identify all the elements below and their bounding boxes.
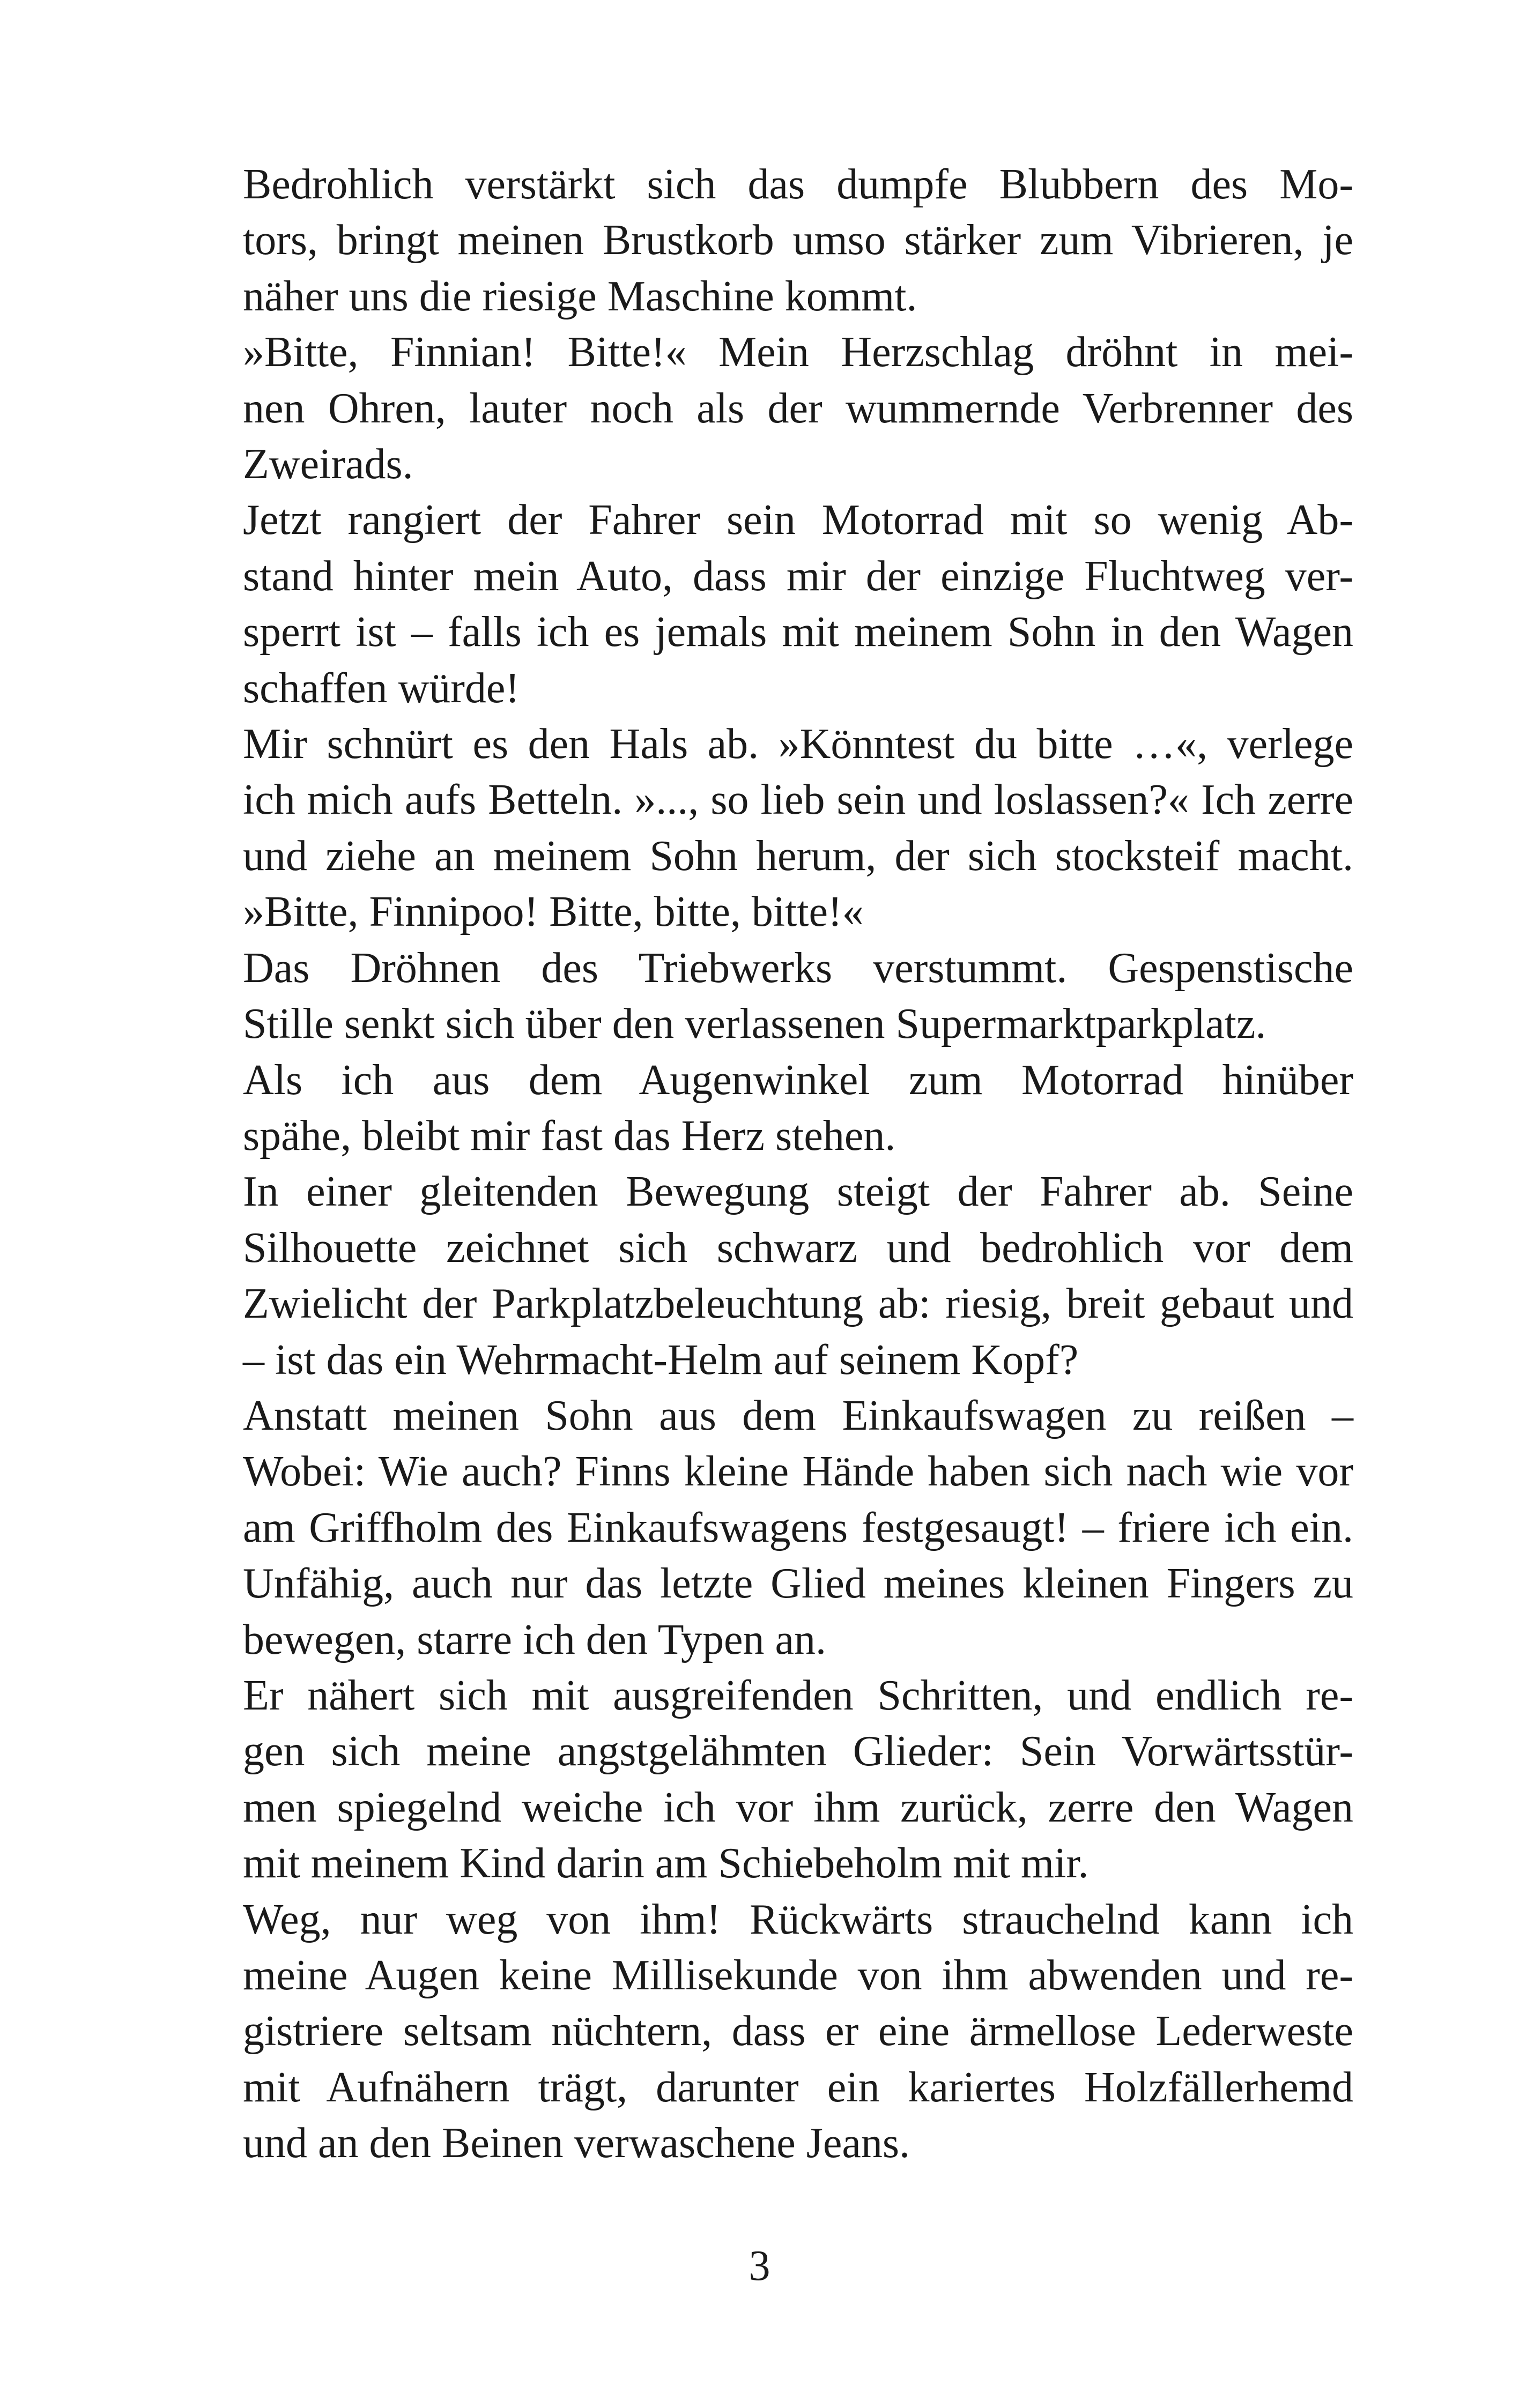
text-line: meine Augen keine Millisekunde von ihm abwenden und re- [243, 1952, 1353, 1999]
text-line: schaffen würde! [243, 664, 520, 712]
paragraph [167, 1892, 1353, 2172]
text-line: Silhouette zeichnet sich schwarz und bedrohlich vor dem [243, 1224, 1353, 1272]
paragraph [167, 157, 1353, 324]
text-line: gistriere seltsam nüchtern, dass er eine ärmellose Lederweste [243, 2008, 1353, 2055]
text-line: Zweirads. [243, 441, 413, 488]
paragraph [167, 940, 1353, 1052]
text-line: stand hinter mein Auto, dass mir der einzige Fluchtweg ver- [243, 552, 1353, 600]
text-line: Bedrohlich verstärkt sich das dumpfe Blubbern des Mo- [243, 161, 1353, 208]
text-line: bewegen, starre ich den Typen an. [243, 1616, 827, 1663]
paragraph [167, 492, 1353, 716]
paragraph [167, 324, 1353, 492]
text-line: und ziehe an meinem Sohn herum, der sich stocksteif macht. [243, 832, 1353, 880]
paragraph [167, 1052, 1353, 1164]
text-line: ich mich aufs Betteln. »..., so lieb sein und loslassen?« Ich zerre [243, 776, 1353, 824]
text-line: Wobei: Wie auch? Finns kleine Hände haben sich nach wie vor [243, 1448, 1353, 1496]
text-line: nen Ohren, lauter noch als der wummernde Verbrenner des [243, 384, 1353, 432]
text-line: gen sich meine angstgelähmten Glieder: Sein Vorwärtsstür- [243, 1728, 1353, 1775]
page-number: 3 [749, 2242, 770, 2290]
text-line: Er nähert sich mit ausgreifenden Schritten, und endlich re- [243, 1671, 1353, 1719]
paragraph [167, 1164, 1353, 1388]
text-line: men spiegelnd weiche ich vor ihm zurück, zerre den Wagen [243, 1783, 1353, 1831]
text-line: Das Dröhnen des Triebwerks verstummt. Gespenstische [243, 944, 1353, 992]
text-line: spähe, bleibt mir fast das Herz stehen. [243, 1112, 896, 1160]
text-line: am Griffholm des Einkaufswagens festgesaugt! – friere ich ein. [243, 1504, 1353, 1551]
text-line: In einer gleitenden Bewegung steigt der Fahrer ab. Seine [243, 1168, 1353, 1216]
text-line: Als ich aus dem Augenwinkel zum Motorrad hinüber [243, 1056, 1353, 1104]
text-line: sperrt ist – falls ich es jemals mit meinem Sohn in den Wagen [243, 608, 1353, 656]
text-line: »Bitte, Finnipoo! Bitte, bitte, bitte!« [243, 888, 864, 936]
paragraph [167, 716, 1353, 940]
text-line: Jetzt rangiert der Fahrer sein Motorrad mit so wenig Ab- [243, 496, 1353, 544]
paragraph [167, 1668, 1353, 1892]
text-line: – ist das ein Wehrmacht-Helm auf seinem Kopf? [243, 1336, 1079, 1384]
text-line: Unfähig, auch nur das letzte Glied meines kleinen Fingers zu [243, 1560, 1353, 1608]
text-line: Anstatt meinen Sohn aus dem Einkaufswagen zu reißen – [243, 1392, 1353, 1439]
text-line: Weg, nur weg von ihm! Rückwärts strauchelnd kann ich [243, 1896, 1353, 1943]
text-line: mit meinem Kind darin am Schiebeholm mit mir. [243, 1840, 1089, 1887]
text-line: tors, bringt meinen Brustkorb umso stärker zum Vibrieren, je [243, 217, 1353, 264]
text-line: mit Aufnähern trägt, darunter ein kariertes Holzfällerhemd [243, 2063, 1353, 2111]
text-line: Stille senkt sich über den verlassenen Supermarktparkplatz. [243, 1000, 1266, 1048]
text-line: näher uns die riesige Maschine kommt. [243, 272, 917, 320]
text-line: »Bitte, Finnian! Bitte!« Mein Herzschlag dröhnt in mei- [243, 329, 1353, 376]
body-text [167, 157, 1353, 2172]
text-line: und an den Beinen verwaschene Jeans. [243, 2120, 910, 2167]
text-line: Mir schnürt es den Hals ab. »Könntest du bitte …«, verlege [243, 720, 1353, 768]
text-line: Zwielicht der Parkplatzbeleuchtung ab: riesig, breit gebaut und [243, 1280, 1353, 1328]
paragraph [167, 1388, 1353, 1668]
